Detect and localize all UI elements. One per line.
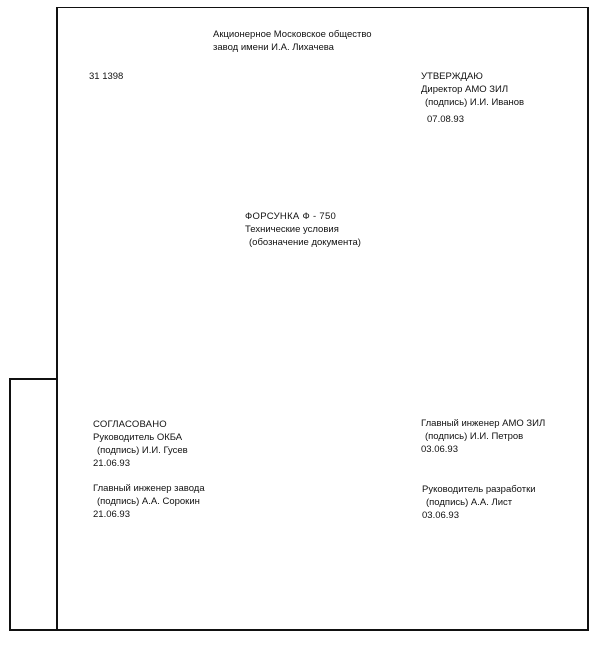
organization-block [213,28,372,54]
agreed-left-date: 21.06.93 [93,458,130,469]
left-second-block [93,482,205,521]
document-subtitle: Технические условия [245,224,339,235]
approval-block [421,70,524,126]
right-second-position: Руководитель разработки [422,484,536,495]
left-second-date: 21.06.93 [93,509,130,520]
right-second-signature: (подпись) А.А. Лист [426,497,513,508]
agreed-heading: СОГЛАСОВАНО [93,419,167,430]
document-title: ФОРСУНКА Ф - 750 [245,211,337,222]
agreed-left-block [93,418,188,470]
left-second-position: Главный инженер завода [93,483,205,494]
right-second-block [422,483,536,522]
right-second-date: 03.06.93 [422,510,459,521]
approval-date: 07.08.93 [427,114,464,125]
organization-line-1: Акционерное Московское общество [213,29,372,40]
approval-signature: (подпись) И.И. Иванов [425,97,525,108]
right-first-signature: (подпись) И.И. Петров [425,431,524,442]
right-first-date: 03.06.93 [421,444,458,455]
document-code: 31 1398 [89,71,124,82]
document-title-block [245,210,361,249]
document-designation: (обозначение документа) [249,237,361,248]
agreed-left-position: Руководитель ОКБА [93,432,183,443]
right-first-block [421,417,545,456]
right-first-position: Главный инженер АМО ЗИЛ [421,418,546,429]
agreed-left-signature: (подпись) И.И. Гусев [97,445,188,456]
organization-line-2: завод имени И.А. Лихачева [213,42,334,53]
side-binding-strip [9,378,58,631]
approval-heading: УТВЕРЖДАЮ [421,71,483,82]
left-second-signature: (подпись) А.А. Сорокин [97,496,200,507]
approval-position: Директор АМО ЗИЛ [421,84,509,95]
